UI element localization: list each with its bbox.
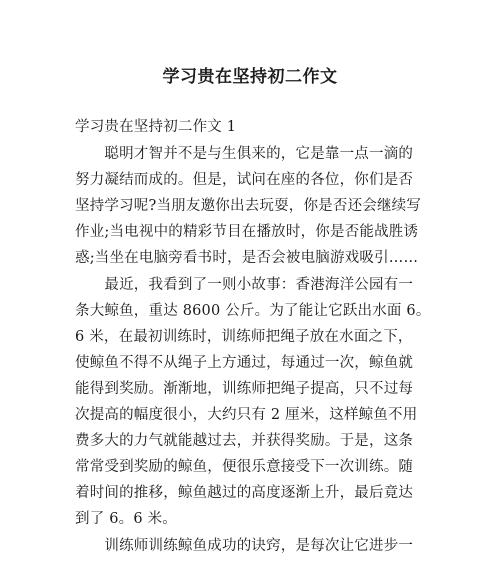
text-line: 能得到奖励。渐渐地，训练师把绳子提高，只不过每	[75, 381, 414, 397]
text-line: 费多大的力气就能越过去，并获得奖励。于是，这条	[75, 433, 414, 449]
text-line: 条大鲸鱼，重达 8600 公斤。为了能让它跃出水面 6。	[75, 303, 431, 319]
text-line: 最近，我看到了一则小故事：香港海洋公园有一	[75, 277, 414, 293]
text-line: 坚持学习呢?当朋友邀你出去玩耍，你是否还会继续写	[75, 198, 422, 214]
text-line: 作业;当电视中的精彩节目在播放时，你是否能战胜诱	[75, 224, 419, 240]
text-line: 次提高的幅度很小，大约只有 2 厘米，这样鲸鱼不用	[75, 407, 418, 423]
text-line: 着时间的推移，鲸鱼越过的高度逐渐上升，最后竟达	[75, 485, 414, 501]
document-title: 学习贵在坚持初二作文	[162, 67, 338, 87]
subtitle-line: 学习贵在坚持初二作文 1	[75, 119, 237, 135]
text-line: 惑;当坐在电脑旁看书时，是否会被电脑游戏吸引……	[75, 250, 419, 266]
text-line: 训练师训练鲸鱼成功的诀窍，是每次让它进步一	[75, 538, 414, 554]
text-line: 使鲸鱼不得不从绳子上方通过，每通过一次，鲸鱼就	[75, 355, 414, 371]
text-line: 常常受到奖励的鲸鱼，便很乐意接受下一次训练。随	[75, 459, 414, 475]
text-line: 到了 6。6 米。	[75, 511, 177, 527]
text-line: 努力凝结而成的。但是，试问在座的各位，你们是否	[75, 172, 414, 188]
text-line: 聪明才智并不是与生俱来的，它是靠一点一滴的	[75, 146, 414, 162]
text-line: 6 米，在最初训练时，训练师把绳子放在水面之下，	[75, 329, 413, 345]
